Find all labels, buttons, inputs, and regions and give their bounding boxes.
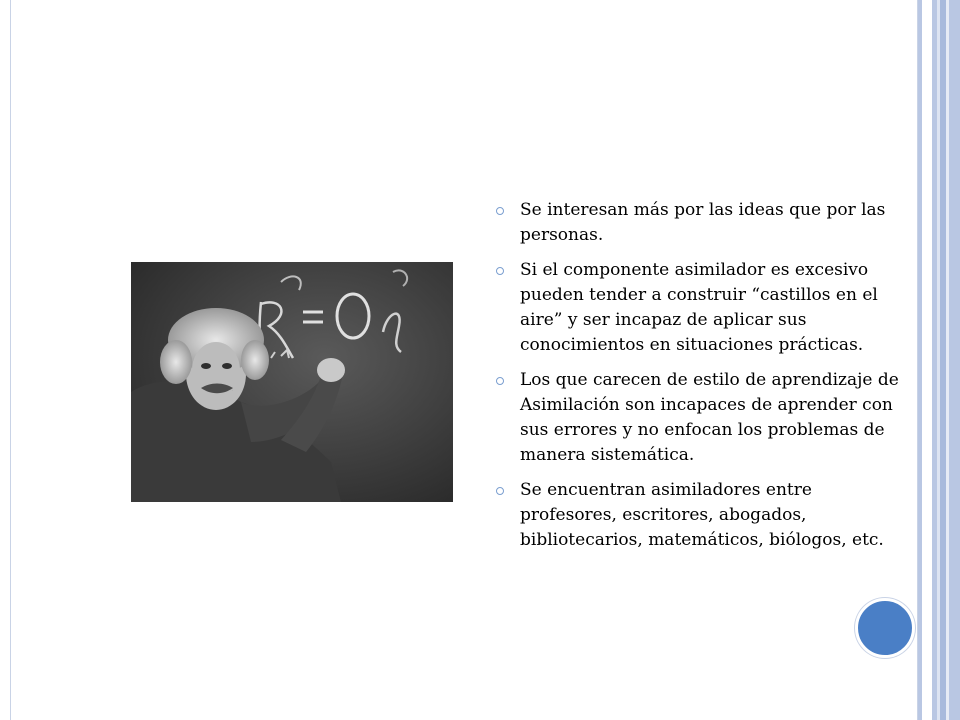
list-item xyxy=(492,478,902,553)
list-item xyxy=(492,368,902,468)
bullet-list xyxy=(492,198,902,563)
bullet-text: Se interesan más por las ideas que por las personas. xyxy=(520,200,886,245)
circle-bullet-icon xyxy=(496,207,504,215)
decor-stripe xyxy=(949,0,960,720)
circle-bullet-icon xyxy=(496,487,504,495)
bullet-text: Los que carecen de estilo de aprendizaje de Asimilación son incapaces de aprender con sus errores y no enfocan los problemas de manera sistemática. xyxy=(520,370,899,465)
list-item xyxy=(492,258,902,358)
decorative-circle-icon xyxy=(855,598,915,658)
bullet-text: Se encuentran asimiladores entre profesores, escritores, abogados, bibliotecarios, matemáticos, biólogos, etc. xyxy=(520,480,884,550)
photo-icon xyxy=(131,262,453,502)
list-item xyxy=(492,198,902,248)
blackboard-photo xyxy=(131,262,453,502)
circle-bullet-icon xyxy=(496,267,504,275)
decor-stripe xyxy=(922,0,932,720)
bullet-text: Si el componente asimilador es excesivo pueden tender a construir “castillos en el aire” y ser incapaz de aplicar sus conocimientos en situaciones prácticas. xyxy=(520,260,878,355)
circle-bullet-icon xyxy=(496,377,504,385)
